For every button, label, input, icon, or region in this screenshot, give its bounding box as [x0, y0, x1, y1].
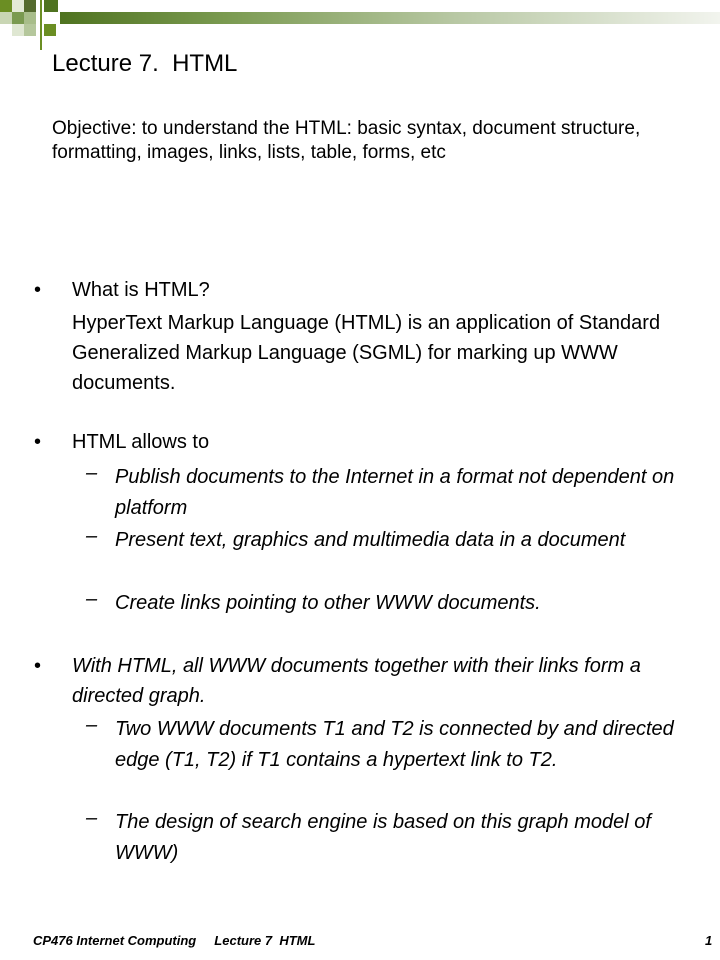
header-decoration: [0, 0, 720, 50]
sub-item: Publish documents to the Internet in a format not dependent on platform: [115, 466, 675, 519]
deco-square: [12, 24, 24, 36]
dash-glyph: –: [86, 462, 98, 484]
page-number: 1: [705, 933, 713, 948]
bullet-glyph: •: [34, 655, 42, 677]
dash-glyph: –: [86, 807, 98, 829]
deco-square: [44, 0, 58, 12]
deco-gradient-bar: [60, 12, 720, 24]
bullet-text: What is HTML?: [72, 279, 210, 301]
deco-square: [12, 0, 24, 12]
sub-item: Two WWW documents T1 and T2 is connected by and directed edge (T1, T2) if T1 contains a hypertext link to T2.: [115, 718, 674, 771]
bullet-text: HTML allows to: [72, 431, 210, 453]
slide-title: Lecture 7. HTML: [52, 50, 238, 77]
deco-square: [12, 12, 24, 24]
footer-course: CP476 Internet Computing Lecture 7 HTML: [33, 933, 316, 948]
deco-square: [0, 0, 12, 12]
deco-square: [24, 0, 36, 12]
dash-glyph: –: [86, 525, 98, 547]
slide-objective: Objective: to understand the HTML: basic syntax, document structure, formatting, images, links, lists, table, forms, etc: [52, 118, 641, 163]
dash-glyph: –: [86, 714, 98, 736]
deco-square: [24, 24, 36, 36]
bullet-glyph: •: [34, 431, 42, 453]
html-definition: HyperText Markup Language (HTML) is an application of Standard Generalized Markup Language (SGML) for marking up WWW documents.: [72, 312, 661, 394]
sub-item: The design of search engine is based on this graph model of WWW): [115, 811, 651, 864]
bullet-text: With HTML, all WWW documents together with their links form a directed graph.: [72, 655, 641, 707]
sub-item: Present text, graphics and multimedia data in a document: [115, 529, 626, 551]
deco-square: [44, 24, 56, 36]
deco-square: [0, 12, 12, 24]
bullet-glyph: •: [34, 279, 42, 301]
deco-square: [24, 12, 36, 24]
dash-glyph: –: [86, 588, 98, 610]
deco-vertical-line: [40, 0, 42, 50]
sub-item: Create links pointing to other WWW documents.: [115, 592, 541, 614]
